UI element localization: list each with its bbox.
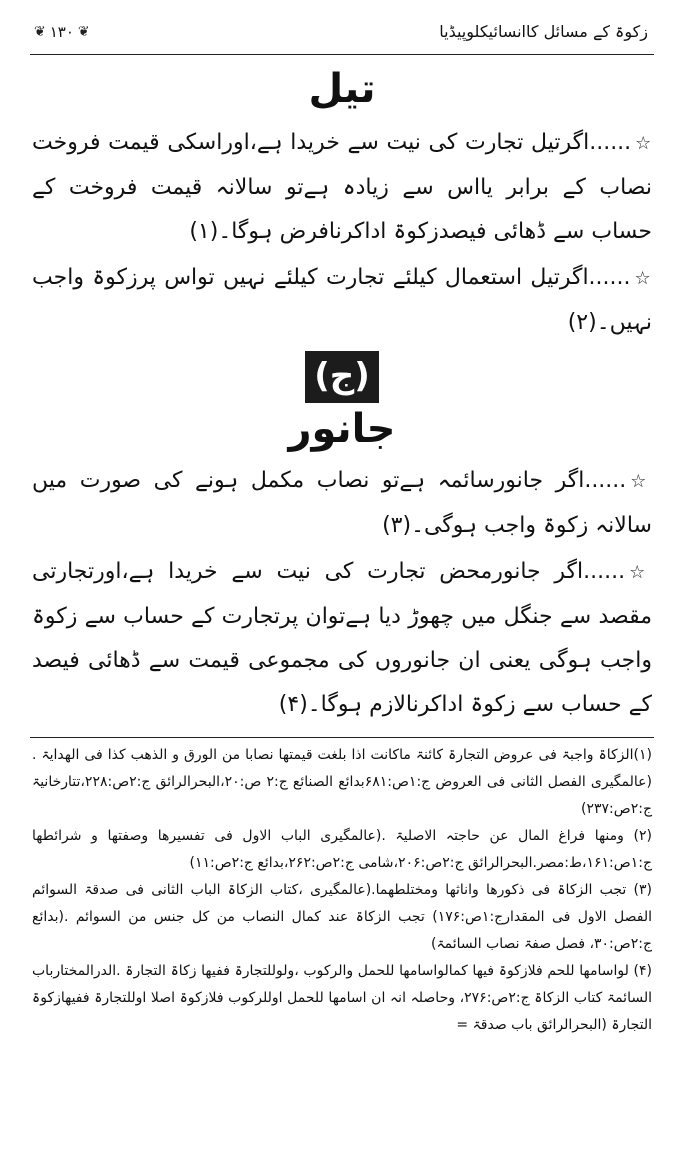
section-heading-teel: تیل [308,66,376,112]
paragraph-text: ......اگر جانورمحض تجارت کی نیت سے خریدا ہے،اورتجارتی مقصد سے جنگل میں چھوڑ دیا ہےتوان پرتجارت کے حساب سے زکوۃ واجب ہوگی یعنی ان جانوروں کی مجموعی قیمت سے ڈھائی فیصد کے حساب سے زکوۃ اداکرنالازم ہوگا۔(۴) [32,559,652,717]
footnote: (۲) ومنھا فراغ المال عن حاجتہ الاصلیۃ .(عالمگیری الباب الاول فی تفسیرھا وصفتھا و شرائطھا ج:۱ص:۱۶۱،ط:مصر.البحرالرائق ج:۲ص:۲۰۶،شامی ج:۲ص:۲۶۲،بدائع ج:۲ص:۱۱) [32,828,652,871]
paragraph-text: ......اگرتیل استعمال کیلئے تجارت کیلئے نہیں تواس پرزکوۃ واجب نہیں۔(۲) [32,265,652,335]
ornament-left-icon: ❦ [34,24,46,40]
section-heading-janwar: جانور [288,406,396,452]
page-header [30,18,654,55]
page-number: ۱۳۰ [49,23,74,41]
footnote: (۳) تجب الزکاۃ فی ذکورھا واناثھا ومختلطھما.(عالمگیری ،کتاب الزکاۃ الباب الثانی فی صدقۃ السوائم الفصل الاول فی المقدارج:۱ص:۱۷۶) تجب الزکاۃ عند کمال النصاب من کل جنس من السوائم .(بدائع ج:۲ص:۳۰، فصل صفۃ نصاب السائمۃ) [32,882,652,952]
star-icon: ☆ [629,562,652,583]
page-number-block [34,23,90,41]
footnotes [30,737,654,1039]
footnote: (۴) لواسامھا للحم فلازکوۃ فیھا کمالواسامھا للحمل والرکوب ،ولوللتجارۃ ففیھا زکاۃ التجارۃ .الدرالمختارباب السائمۃ کتاب الزکاۃ ج:۲ص:۲۷۶، وحاصلہ انہ ان اسامھا للحمل اوللرکوب فلازکوۃ اصلا اوللتجارۃ ففیھازکوۃ التجارۃ (البحرالرائق باب صدقۃ = [32,963,652,1033]
paragraph-text: ......اگر جانورسائمہ ہےتو نصاب مکمل ہونے کی صورت میں سالانہ زکوۃ واجب ہوگی۔(۳) [32,468,652,538]
section-letter-badge: (ج) [305,351,379,403]
paragraph-text: ......اگرتیل تجارت کی نیت سے خریدا ہے،اوراسکی قیمت فروخت نصاب کے برابر یااس سے زیادہ ہےتو سالانہ قیمت فروخت کے حساب سے ڈھائی فیصدزکوۃ اداکرنافرض ہوگا۔(۱) [32,130,652,244]
paragraph [30,256,654,345]
star-icon: ☆ [630,471,653,492]
running-title: زکوۃ کے مسائل کاانسائیکلوپیڈیا [439,22,648,41]
letter-badge-row [30,351,654,403]
paragraph [30,121,654,254]
paragraph [30,459,654,548]
star-icon: ☆ [635,133,652,154]
paragraph [30,550,654,727]
document-page [30,18,654,1143]
star-icon: ☆ [634,268,652,289]
ornament-right-icon: ❦ [77,24,90,40]
footnote: (۱)الزکاۃ واجبۃ فی عروض التجارۃ کائنۃ ماکانت اذا بلغت قیمتھا نصابا من الورق و الذھب کذا فی الھدایۃ .(عالمگیری الفصل الثانی فی العروض ج:۱ص:۶۸۱بدائع الصنائع ج:۲ ص:۲۰،البحرالرائق ج:۲ص:۲۲۸،تتارخانیۃ ج:۲ص:۲۳۷) [32,747,652,817]
